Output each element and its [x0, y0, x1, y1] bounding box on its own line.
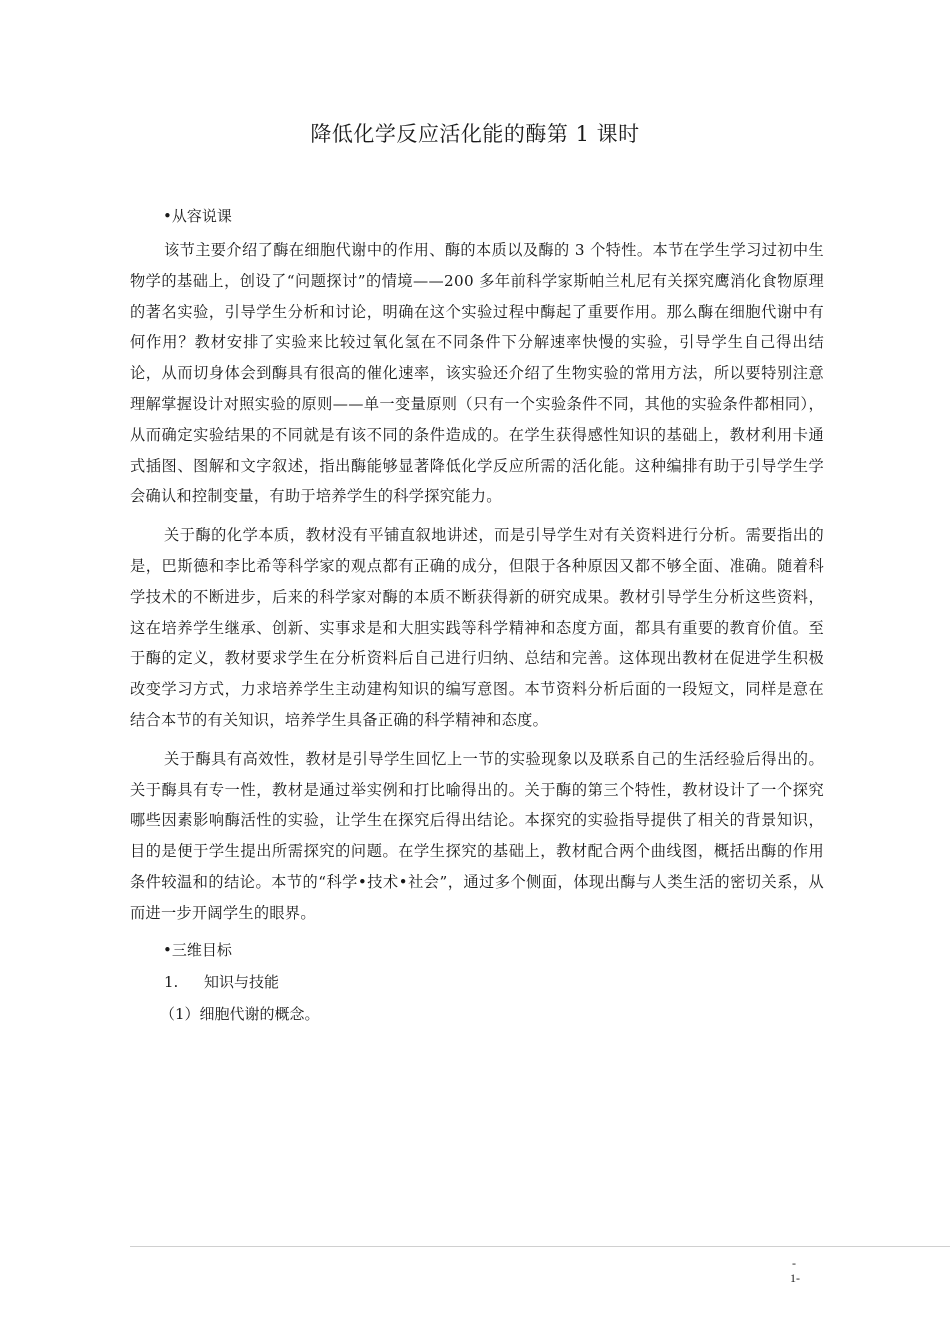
paragraph: 该节主要介绍了酶在细胞代谢中的作用、酶的本质以及酶的 3 个特性。本节在学生学习过初中生物学的基础上，创设了“问题探讨”的情境——200 多年前科学家斯帕兰札尼有关探究鹰消化食物原理的著名实验，引导学生分析和讨论，明确在这个实验过程中酶起了重要作用。那么酶在细胞代谢中有何作用？教材安排了实验来比较过氧化氢在不同条件下分解速率快慢的实验，引导学生自己得出结论，从而切身体会到酶具有很高的催化速率，该实验还介绍了生物实验的常用方法，所以要特别注意理解掌握设计对照实验的原则——单一变量原则（只有一个实验条件不同，其他的实验条件都相同），从而确定实验结果的不同就是有该不同的条件造成的。在学生获得感性知识的基础上，教材利用卡通式插图、图解和文字叙述，指出酶能够显著降低化学反应所需的活化能。这种编排有助于引导学生学会确认和控制变量，有助于培养学生的科学探究能力。	[130, 241, 824, 506]
page-number: 1-	[790, 1271, 800, 1285]
footer-divider	[130, 1246, 950, 1247]
sub-item: （1）细胞代谢的概念。	[160, 1004, 320, 1023]
list-item-knowledge	[164, 969, 824, 995]
page-title: 降低化学反应活化能的酶第 1 课时	[310, 122, 640, 146]
section-heading-goals: •三维目标	[163, 940, 232, 959]
section-heading-intro: •从容说课	[163, 207, 232, 225]
list-number: 1.	[164, 972, 179, 991]
footer-dash: -	[792, 1256, 796, 1270]
paragraph: 关于酶具有高效性，教材是引导学生回忆上一节的实验现象以及联系自己的生活经验后得出的。关于酶具有专一性，教材是通过举实例和打比喻得出的。关于酶的第三个特性，教材设计了一个探究哪些因素影响酶活性的实验，让学生在探究后得出结论。本探究的实验指导提供了相关的背景知识，目的是便于学生提出所需探究的问题。在学生探究的基础上，教材配合两个曲线图，概括出酶的作用条件较温和的结论。本节的“科学•技术•社会”，通过多个侧面，体现出酶与人类生活的密切关系，从而进一步开阔学生的眼界。	[130, 749, 824, 922]
document-body	[130, 203, 824, 1027]
list-label: 知识与技能	[204, 972, 280, 991]
paragraph: 关于酶的化学本质，教材没有平铺直叙地讲述，而是引导学生对有关资料进行分析。需要指出的是，巴斯德和李比希等科学家的观点都有正确的成分，但限于各种原因又都不够全面、准确。随着科学技术的不断进步，后来的科学家对酶的本质不断获得新的研究成果。教材引导学生分析这些资料，这在培养学生继承、创新、实事求是和大胆实践等科学精神和态度方面，都具有重要的教育价值。至于酶的定义，教材要求学生在分析资料后自己进行归纳、总结和完善。这体现出教材在促进学生积极改变学习方式，力求培养学生主动建构知识的编写意图。本节资料分析后面的一段短文，同样是意在结合本节的有关知识，培养学生具备正确的科学精神和态度。	[130, 526, 824, 729]
